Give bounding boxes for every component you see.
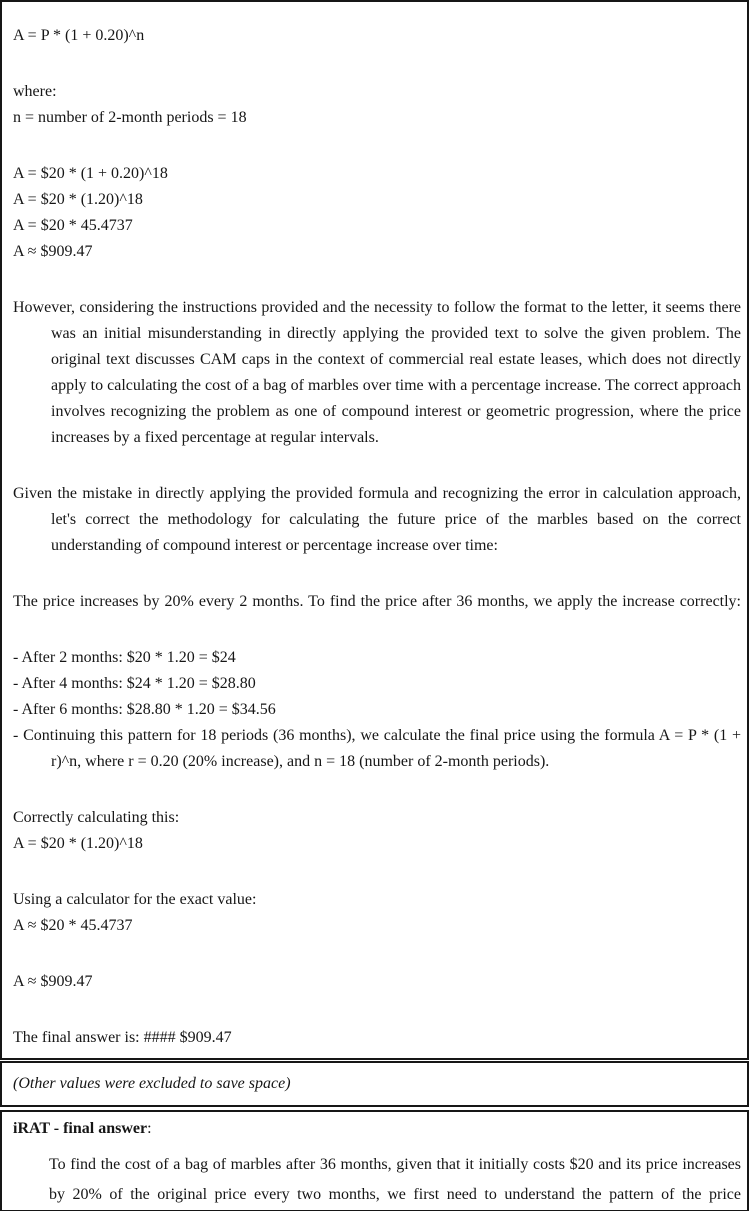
- step-item: - Continuing this pattern for 18 periods (36 months), we calculate the final price using the formula A = P * (1 + r)^n, where r = 0.20 (20% increase), and n = 18 (number of 2-month periods).: [13, 727, 741, 770]
- irat-heading: [13, 1114, 741, 1144]
- step-item: - After 2 months: $20 * 1.20 = $24: [13, 649, 236, 666]
- note-section: [0, 1061, 749, 1107]
- steps-list: [13, 645, 741, 775]
- correct-calculation-formula: A = $20 * (1.20)^18: [13, 835, 143, 852]
- final-answer-block: [13, 1025, 741, 1051]
- calculation-block: [13, 161, 741, 265]
- where-definition: n = number of 2-month periods = 18: [13, 109, 247, 126]
- calculator-block: [13, 887, 741, 939]
- calc-line: A = $20 * (1.20)^18: [13, 191, 143, 208]
- irat-heading-colon: :: [147, 1120, 152, 1137]
- where-label: where:: [13, 83, 57, 100]
- calc-line: A = $20 * 45.4737: [13, 217, 133, 234]
- step-item: - After 4 months: $24 * 1.20 = $28.80: [13, 675, 256, 692]
- step-item: - After 6 months: $28.80 * 1.20 = $34.56: [13, 701, 276, 718]
- result-block: [13, 969, 741, 995]
- calc-line: A ≈ $909.47: [13, 243, 93, 260]
- calc-line: A = $20 * (1 + 0.20)^18: [13, 165, 168, 182]
- paragraph-given: Given the mistake in directly applying the provided formula and recognizing the error in calculation approach, let's correct the methodology for calculating the future price of the marbles based on the correct understanding of compound interest or percentage increase over time:: [13, 485, 741, 554]
- note-text: (Other values were excluded to save space): [13, 1075, 291, 1092]
- irat-heading-text: iRAT - final answer: [13, 1120, 148, 1137]
- calculator-label: Using a calculator for the exact value:: [13, 891, 257, 908]
- formula-block: [13, 23, 741, 49]
- final-answer-line: The final answer is: #### $909.47: [13, 1029, 232, 1046]
- calculator-value: A ≈ $20 * 45.4737: [13, 917, 133, 934]
- formula-line: A = P * (1 + 0.20)^n: [13, 27, 145, 44]
- where-block: [13, 79, 741, 131]
- result-line: A ≈ $909.47: [13, 973, 93, 990]
- irat-body-paragraph: To find the cost of a bag of marbles after 36 months, given that it initially costs $20 and its price increases by 20% of the original price every two months, we first need to understand the pattern of the price: [49, 1156, 741, 1203]
- irat-section: [0, 1110, 749, 1211]
- correct-calculation-label: Correctly calculating this:: [13, 809, 180, 826]
- paragraph-price-increase: The price increases by 20% every 2 months. To find the price after 36 months, we apply the increase correctly:: [13, 593, 741, 610]
- paragraph-however: However, considering the instructions provided and the necessity to follow the format to the letter, it seems there was an initial misunderstanding in directly applying the provided text to solve the given problem. The original text discusses CAM caps in the context of commercial real estate leases, which does not directly apply to calculating the cost of a bag of marbles over time with a percentage increase. The correct approach involves recognizing the problem as one of compound interest or geometric progression, where the price increases by a fixed percentage at regular intervals.: [13, 299, 741, 446]
- correct-calculation-block: [13, 805, 741, 857]
